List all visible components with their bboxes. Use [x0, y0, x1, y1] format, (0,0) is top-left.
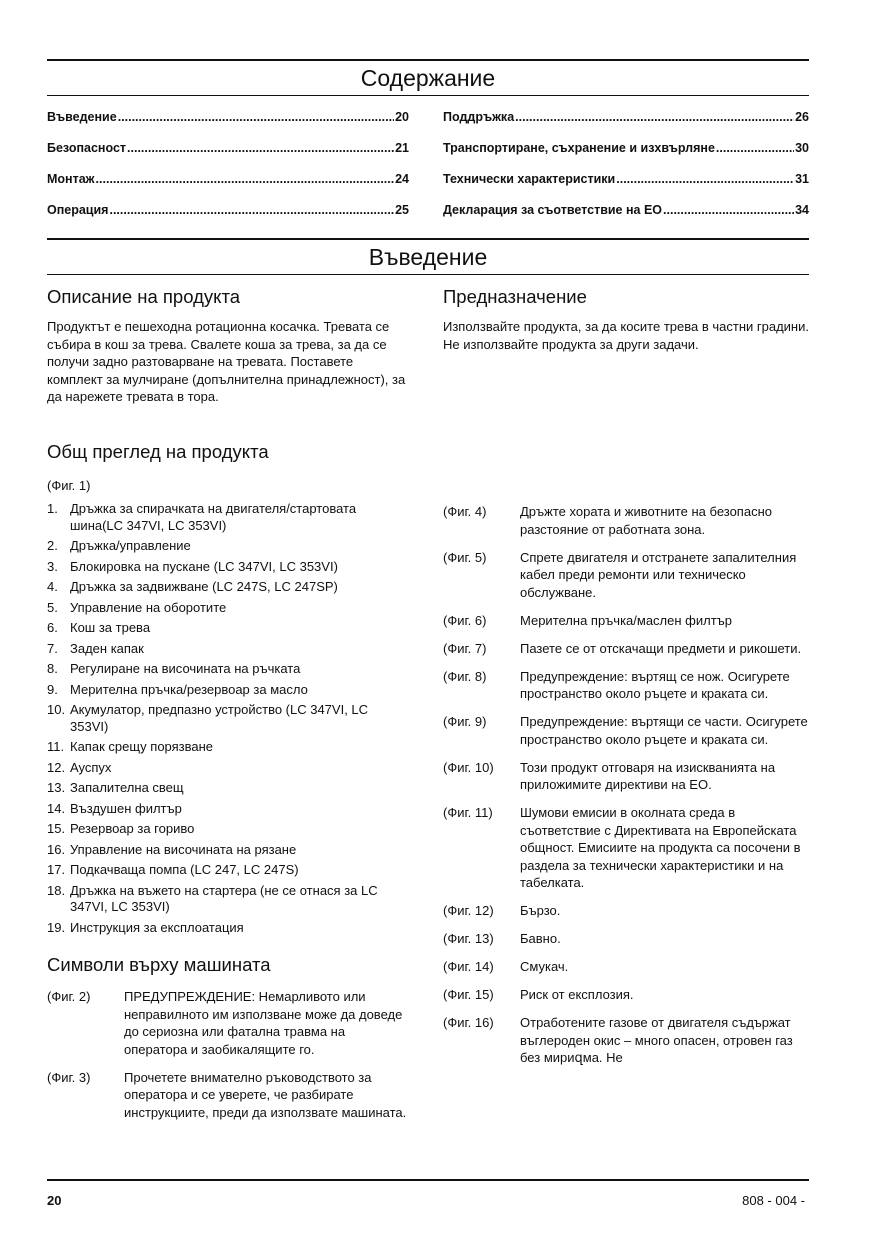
toc-entry-page: 30 [795, 141, 809, 155]
list-item: 12. Ауспух [47, 759, 112, 775]
toc-title: Содержание [47, 59, 809, 96]
list-item: 11. Капак срещу порязване [47, 739, 214, 754]
list-item: (Фиг. 7) Пазете се от отскачащи предмети и рикошети. [443, 640, 802, 656]
toc-entry-title: Безопасност [47, 141, 127, 155]
list-item: 5. Управление на оборотите [47, 599, 227, 615]
list-item: 19. Инструкция за експлоатация [47, 919, 244, 935]
list-item: (Фиг. 4) Дръжте хората и животните на безопасно разстояние от работната зона. [443, 504, 772, 537]
footer-rule [47, 1179, 809, 1181]
toc-entry-page: 21 [395, 141, 409, 155]
list-item: (Фиг. 10) Този продукт отговаря на изискванията на приложимите директиви на ЕО. [443, 759, 776, 792]
heading-symbols: Символи върху машината [47, 954, 271, 975]
list-item: (Фиг. 8) Предупреждение: въртящ се нож. Осигурете пространство около ръцете и краката си. [443, 668, 790, 701]
list-item: (Фиг. 11) Шумови емисии в околната среда в съответствие с Директивата на Европейската общност. Емисиите на продукта са посочени в раздела за технически характеристики и на табелката. [443, 805, 801, 890]
toc-entry-page: 24 [395, 172, 409, 186]
list-item: (Фиг. 3) Прочетете внимателно ръководството за оператора и се уверете, че разбирате инструкциите, преди да използвате машината. [47, 1069, 407, 1120]
toc-entry-page: 26 [795, 110, 809, 124]
list-item: 4. Дръжка за задвижване (LC 247S, LC 247SP) [47, 579, 338, 594]
list-item: 15. Резервоар за гориво [47, 821, 195, 836]
heading-overview: Общ преглед на продукта [47, 441, 269, 462]
overview-fig-ref: (Фиг. 1) [47, 478, 91, 493]
toc-entry[interactable] [47, 110, 409, 124]
toc-entry-title: Въведение [47, 110, 117, 124]
list-item: (Фиг. 9) Предупреждение: въртящи се части. Осигурете пространство около ръцете и краката си. [443, 714, 808, 747]
symbols-list-right [443, 503, 809, 1077]
toc-entry[interactable] [443, 141, 809, 155]
list-item: 16. Управление на височината на рязане [47, 841, 297, 857]
toc-entry[interactable] [443, 172, 809, 186]
list-item: (Фиг. 2) ПРЕДУПРЕЖДЕНИЕ: Немарливото или неправилното им използване може да доведе до сериозна или фатална травма на оператора и заобикалящите го. [47, 989, 403, 1057]
section-title-intro: Въведение [47, 238, 809, 275]
toc-entry-title: Транспортиране, съхранение и изхвърляне [443, 141, 715, 155]
document-number: 808 - 004 - [742, 1193, 805, 1208]
heading-purpose: Предназначение [443, 286, 587, 307]
list-item: 14. Въздушен филтър [47, 800, 182, 816]
toc-entry[interactable] [443, 110, 809, 124]
toc-entry-title: Поддръжка [443, 110, 515, 124]
toc-entry-title: Технически характеристики [443, 172, 616, 186]
toc-entry-page: 20 [395, 110, 409, 124]
list-item: (Фиг. 12) Бързо. [443, 903, 561, 918]
list-item: (Фиг. 14) Смукач. [443, 959, 569, 974]
toc-entry-page: 25 [395, 203, 409, 217]
toc-entry-page: 34 [795, 203, 809, 217]
list-item: 7. Заден капак [47, 640, 144, 656]
list-item: 13. Запалителна свещ [47, 780, 184, 795]
toc-entry-page: 31 [795, 172, 809, 186]
list-item: (Фиг. 15) Риск от експлозия. [443, 987, 634, 1002]
list-item: (Фиг. 16) Отработените газове от двигателя съдържат въглероден окис – много опасен, отровен газ без мириզма. Не [443, 1015, 793, 1065]
list-item: 10. Акумулатор, предпазно устройство (LC 347VI, LC 353VI) [47, 702, 369, 734]
list-item: 6. Кош за трева [47, 620, 151, 635]
toc-entry[interactable] [443, 203, 809, 217]
list-item: 18. Дръжка на въжето на стартера (не се отнася за LC 347VI, LC 353VI) [47, 882, 378, 914]
list-item: (Фиг. 13) Бавно. [443, 931, 561, 946]
toc-entry-title: Монтаж [47, 172, 95, 186]
list-item: 2. Дръжка/управление [47, 538, 191, 553]
list-item: (Фиг. 5) Спрете двигателя и отстранете запалителния кабел преди ремонти или техническо обслужване. [443, 549, 797, 600]
purpose-text: Използвайте продукта, за да косите трева в частни градини. Не използвайте продукта за други задачи. [443, 319, 809, 352]
toc-entry[interactable] [47, 172, 409, 186]
list-item: 8. Регулиране на височината на ръчката [47, 661, 301, 676]
list-item: (Фиг. 6) Мерителна пръчка/маслен филтър [443, 612, 733, 628]
toc-entry-title: Декларация за съответствие на ЕО [443, 203, 663, 217]
heading-description: Описание на продукта [47, 286, 240, 307]
list-item: 3. Блокировка на пускане (LC 347VI, LC 353VI) [47, 558, 338, 574]
list-item: 17. Подкачваща помпа (LC 247, LC 247S) [47, 862, 299, 877]
description-text: Продуктът е пешеходна ротационна косачка. Тревата се събира в кош за трева. Свалете коша за трева, за да се получи задно разтоварване на тревата. Поставете комплект за мулчиране (допълнителна принадлежност), за да нарежете тревата в тора. [47, 319, 406, 404]
symbols-list-left [47, 988, 409, 1132]
toc-entry[interactable] [47, 203, 409, 217]
list-item: 9. Мерителна пръчка/резервоар за масло [47, 681, 308, 697]
page-number: 20 [47, 1193, 62, 1208]
toc-entry-title: Операция [47, 203, 109, 217]
overview-list [47, 501, 409, 940]
toc-entry[interactable] [47, 141, 409, 155]
list-item: 1. Дръжка за спирачката на двигателя/стартовата шина(LC 347VI, LC 353VI) [47, 501, 357, 533]
